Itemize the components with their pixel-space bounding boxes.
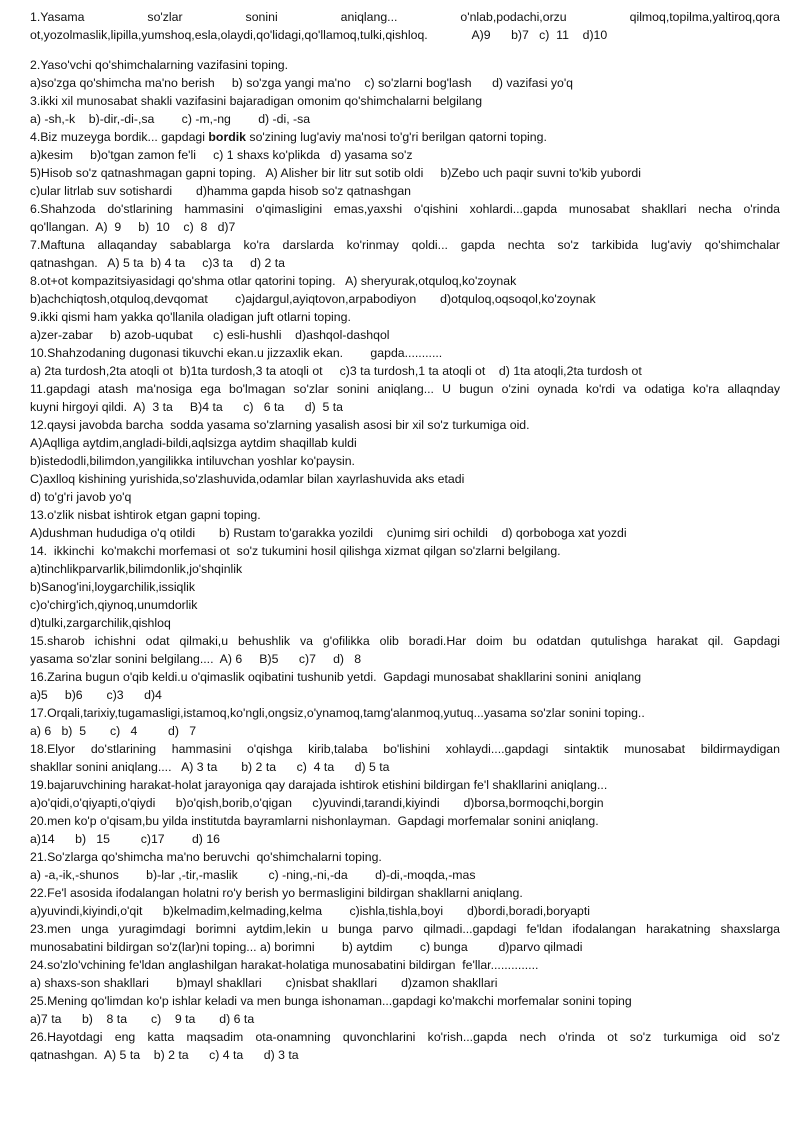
text-line: a)yuvindi,kiyindi,o'qit b)kelmadim,kelmading,kelma c)ishla,tishla,boyi d)bordi,boradi,boryapti [30, 904, 591, 918]
text-line: 10.Shahzodaning dugonasi tikuvchi ekan.u jizzaxlik ekan. gapda........... [30, 346, 443, 360]
text-line: a)so'zga qo'shimcha ma'no berish b) so'zga yangi ma'no c) so'zlarni bog'lash d) vazifasi yo'q [30, 76, 574, 90]
text-line: a) shaxs-son shakllari b)mayl shakllari c)nisbat shakllari d)zamon shakllari [30, 976, 498, 990]
text-line: 15.sharob ichishni odat qilmaki,u behushlik va g'ofilikka olib boradi.Har doim bu odatdan qutulishga harakat qil. Gapdagi [30, 634, 780, 648]
text-line: 11.gapdagi atash ma'nosiga ega bo'lmagan so'zlar sonini aniqlang... U bugun o'zini oynada ko'rdi va odatiga ko'ra allaqnday [30, 382, 780, 396]
text-line: a) -sh,-k b)-dir,-di-,sa c) -m,-ng d) -di, -sa [30, 112, 311, 126]
text-line: a)kesim b)o'tgan zamon fe'li c) 1 shaxs ko'plikda d) yasama so'z [30, 148, 413, 162]
text-line: 2.Yaso'vchi qo'shimchalarning vazifasini toping. [30, 58, 289, 72]
text-line: 19.bajaruvchining harakat-holat jarayoniga qay darajada ishtirok etishini bildirgan fe'l shakllarini aniqlang... [30, 778, 608, 792]
text-line: 24.so'zlo'vchining fe'ldan anglashilgan harakat-holatiga munosabatini bildirgan fe'llar.............. [30, 958, 539, 972]
text-line: a)o'qidi,o'qiyapti,o'qiydi b)o'qish,borib,o'qigan c)yuvindi,tarandi,kiyindi d)borsa,bormoqchi,borgin [30, 796, 604, 810]
text-line: d) to'g'ri javob yo'q [30, 490, 132, 504]
text-line: d)tulki,zargarchilik,qishloq [30, 616, 171, 630]
text-line: 9.ikki qismi ham yakka qo'llanila oladigan juft otlarni toping. [30, 310, 351, 324]
text-line: c)o'chirg'ich,qiynoq,unumdorlik [30, 598, 198, 612]
text-line: a)14 b) 15 c)17 d) 16 [30, 832, 221, 846]
text-line: c)ular litrlab suv sotishardi d)hamma gapda hisob so'z qatnashgan [30, 184, 412, 198]
text-line: 14. ikkinchi ko'makchi morfemasi ot so'z tukumini hosil qilishga xizmat qilgan so'zlarni belgilang. [30, 544, 561, 558]
text-line: shakllar sonini aniqlang.... A) 3 ta b) 2 ta c) 4 ta d) 5 ta [30, 760, 390, 774]
text-line: 20.men ko'p o'qisam,bu yilda institutda bayramlarni nishonlayman. Gapdagi morfemalar sonini aniqlang. [30, 814, 599, 828]
text-line: A)Aqlliga aytdim,angladi-bildi,aqlsizga aytdim shaqillab kuldi [30, 436, 357, 450]
blank-line [30, 44, 780, 56]
text-line: munosabatini bildirgan so'z(lar)ni toping... a) borimni b) aytdim c) bunga d)parvo qilmadi [30, 940, 583, 954]
text-line: a)tinchlikparvarlik,bilimdonlik,jo'shqinlik [30, 562, 243, 576]
text-line: b)achchiqtosh,otquloq,devqomat c)ajdargul,ayiqtovon,arpabodiyon d)otquloq,oqsoqol,ko'zoynak [30, 292, 596, 306]
text-line: 8.ot+ot kompazitsiyasidagi qo'shma otlar qatorini toping. A) sheryurak,otquloq,ko'zoynak [30, 274, 517, 288]
text-line: 16.Zarina bugun o'qib keldi.u o'qimaslik oqibatini tushunib yetdi. Gapdagi munosabat shakllarini sonini aniqlang [30, 670, 642, 684]
text-line: a) 6 b) 5 c) 4 d) 7 [30, 724, 197, 738]
text-line: 3.ikki xil munosabat shakli vazifasini bajaradigan omonim qo'shimchalarni belgilang [30, 94, 483, 108]
text-line: 22.Fe'l asosida ifodalangan holatni ro'y berish yo bermasligini bildirgan shakllarni aniqlang. [30, 886, 523, 900]
text-segment: 4.Biz muzeyga bordik... gapdagi [30, 130, 209, 144]
text-line: a)7 ta b) 8 ta c) 9 ta d) 6 ta [30, 1012, 255, 1026]
text-line: 17.Orqali,tarixiy,tugamasligi,istamoq,ko'ngli,ongsiz,o'ynamoq,tamg'alanmoq,yutuq...yasama so'zlar sonini toping.. [30, 706, 645, 720]
text-line [30, 128, 780, 146]
text-line: ot,yozolmaslik,lipilla,yumshoq,esla,olaydi,qo'lidagi,qo'llamoq,tulki,qishloq. A)9 b)7 c) 11 d)10 [30, 28, 608, 42]
text-line: a)zer-zabar b) azob-uqubat c) esli-hushli d)ashqol-dashqol [30, 328, 390, 342]
text-line: A)dushman hududiga o'q otildi b) Rustam to'garakka yozildi c)unimg siri ochildi d) qorboboga xat yozdi [30, 526, 627, 540]
text-line: 26.Hayotdagi eng katta maqsadim ota-onamning quvonchlarini ko'rish...gapda nech o'rinda ot so'z turkumiga oid so'z [30, 1030, 780, 1044]
text-line: qo'llangan. A) 9 b) 10 c) 8 d)7 [30, 220, 236, 234]
text-line: 13.o'zlik nisbat ishtirok etgan gapni toping. [30, 508, 261, 522]
bold-word: bordik [208, 130, 246, 144]
text-line: 23.men unga yuragimdagi borimni aytdim,lekin u bunga parvo qilmadi...gapdagi fe'ldan ifodalangan harakatning shaxslarga [30, 922, 780, 936]
text-line: b)istedodli,bilimdon,yangilikka intiluvchan yoshlar ko'paysin. [30, 454, 355, 468]
text-line: a)5 b)6 c)3 d)4 [30, 688, 162, 702]
text-line: qatnashgan. A) 5 ta b) 2 ta c) 4 ta d) 3 ta [30, 1048, 299, 1062]
text-line: C)axlloq kishining yurishida,so'zlashuvida,odamlar bilan xayrlashuvida aks etadi [30, 472, 465, 486]
text-line: a) -a,-ik,-shunos b)-lar ,-tir,-maslik c) -ning,-ni,-da d)-di,-moqda,-mas [30, 868, 476, 882]
text-line: kuyni hirgoyi qildi. A) 3 ta B)4 ta c) 6 ta d) 5 ta [30, 400, 344, 414]
text-line: yasama so'zlar sonini belgilang.... A) 6 B)5 c)7 d) 8 [30, 652, 362, 666]
text-line: 21.So'zlarga qo'shimcha ma'no beruvchi qo'shimchalarni toping. [30, 850, 382, 864]
text-line: 5)Hisob so'z qatnashmagan gapni toping. A) Alisher bir litr sut sotib oldi b)Zebo uch paqir suvni to'kib yubordi [30, 166, 641, 180]
text-line: 6.Shahzoda do'stlarining hammasini o'qimasligini emas,yaxshi o'qishini xohlardi...gapda munosabat shakllari necha o'rinda [30, 202, 780, 216]
text-line: 7.Maftuna allaqanday sabablarga ko'ra darslarda ko'rinmay qoldi... gapda nechta so'z tarkibida lug'aviy qo'shimchalar [30, 238, 780, 252]
text-line: 18.Elyor do'stlarining hammasini o'qishga kirib,talaba bo'lishini xohlaydi....gapdagi sintaktik munosabat bildirmaydigan [30, 742, 780, 756]
text-segment: so'zining lug'aviy ma'nosi to'g'ri berilgan qatorni toping. [246, 130, 547, 144]
text-line: a) 2ta turdosh,2ta atoqli ot b)1ta turdosh,3 ta atoqli ot c)3 ta turdosh,1 ta atoqli ot d) 1ta atoqli,2ta turdosh ot [30, 364, 642, 378]
text-line: 25.Mening qo'limdan ko'p ishlar keladi va men bunga ishonaman...gapdagi ko'makchi morfemalar sonini toping [30, 994, 632, 1008]
text-line: 1.Yasama so'zlar sonini aniqlang... o'nlab,podachi,orzu qilmoq,topilma,yaltiroq,qora [30, 10, 780, 24]
text-line: b)Sanog'ini,loygarchilik,issiqlik [30, 580, 196, 594]
text-line: 12.qaysi javobda barcha sodda yasama so'zlarning yasalish asosi bir xil so'z turkumiga oid. [30, 418, 530, 432]
text-line: qatnashgan. A) 5 ta b) 4 ta c)3 ta d) 2 ta [30, 256, 285, 270]
